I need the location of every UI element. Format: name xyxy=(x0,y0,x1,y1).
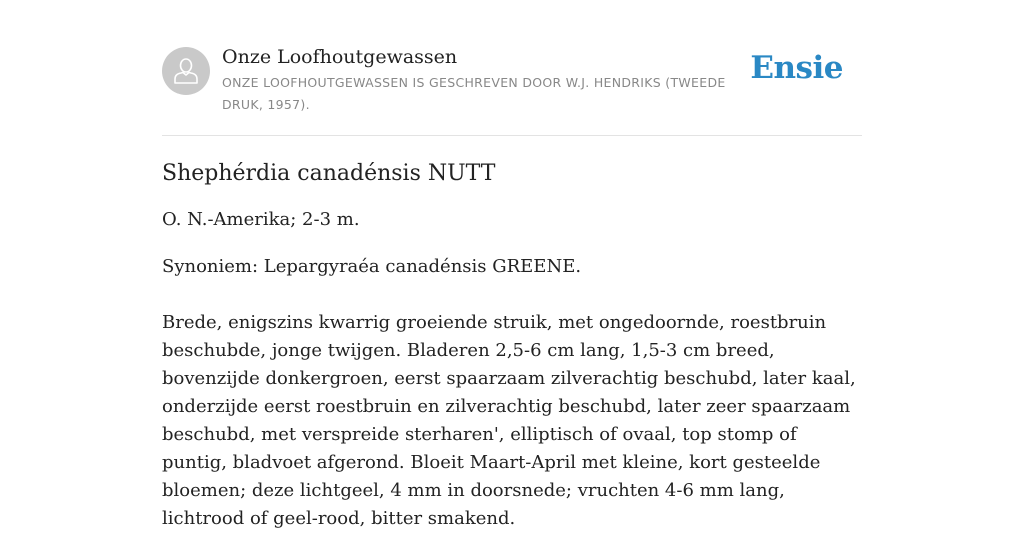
entry-content xyxy=(162,156,867,533)
user-icon xyxy=(162,47,210,95)
header-divider xyxy=(162,135,862,136)
publication-description: ONZE LOOFHOUTGEWASSEN IS GESCHREVEN DOOR W.J. HENDRIKS (TWEEDE DRUK, 1957). xyxy=(222,75,726,112)
entry-synonym: Synoniem: Lepargyraéa canadénsis GREENE. xyxy=(162,256,582,277)
publication-header xyxy=(162,44,862,135)
entry-description: Brede, enigszins kwarrig groeiende struik, met ongedoornde, roestbruin beschubde, jonge twijgen. Bladeren 2,5-6 cm lang, 1,5-3 cm breed, bovenzijde donkergroen, eerst spaarzaam zilverachtig beschubd, later kaal, onderzijde eerst roestbruin en zilverachtig beschubd, later zeer spaarzaam beschubd, met verspreide sterharen', elliptisch of ovaal, top stomp of puntig, bladvoet afgerond. Bloeit Maart-April met kleine, kort gesteelde bloemen; deze lichtgeel, 4 mm in doorsnede; vruchten 4-6 mm lang, lichtrood of geel-rood, bitter smakend. xyxy=(162,312,856,529)
brand-logo[interactable]: Ensie xyxy=(750,50,843,86)
entry-origin: O. N.-Amerika; 2-3 m. xyxy=(162,209,360,230)
avatar[interactable] xyxy=(162,47,210,95)
publication-title[interactable]: Onze Loofhoutgewassen xyxy=(222,46,458,68)
entry-title: Shephérdia canadénsis NUTT xyxy=(162,161,496,186)
